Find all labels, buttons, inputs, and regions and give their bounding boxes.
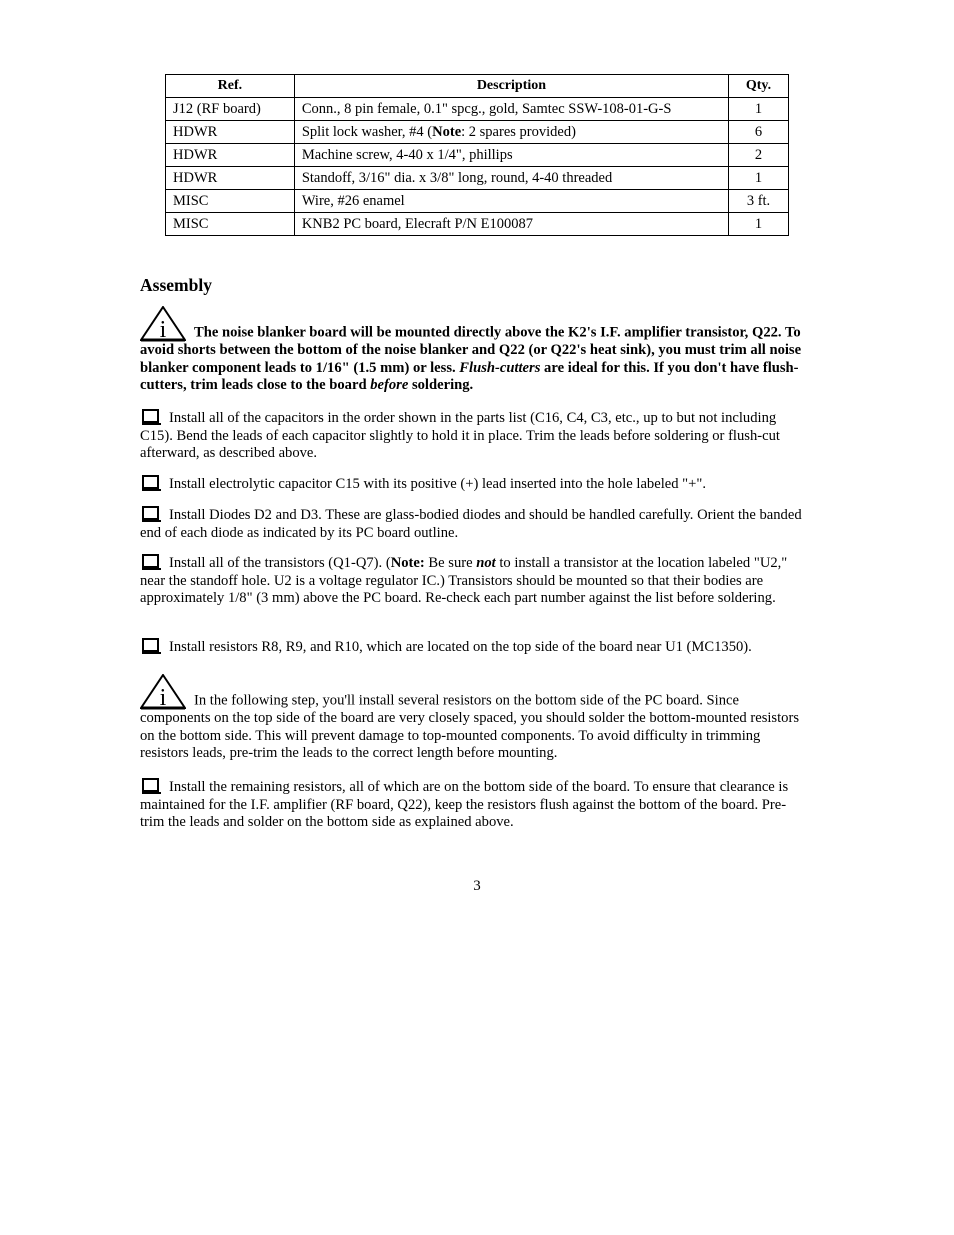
table-row [166,213,789,236]
info-note-2 [140,674,805,763]
info-icon [140,306,186,342]
description-text: : 2 spares provided) [461,124,576,140]
svg-text:i: i [159,685,167,710]
checkbox-icon[interactable] [142,475,159,489]
checkbox-icon[interactable] [142,638,159,652]
section-heading: Assembly [140,275,212,295]
cell-description: Standoff, 3/16" dia. x 3/8" long, round, 4-40 threaded [294,167,728,190]
cell-description: Wire, #26 enamel [294,190,728,213]
cell-ref: HDWR [166,167,295,190]
cell-ref: MISC [166,213,295,236]
info-note-text: In the following step, you'll install several resistors on the bottom side of the PC board. Since components on the top side of the board are very closely spaced, you should solder the bottom-mounted resistors on the bottom side. This will prevent damage to top-mounted components. To avoid difficulty in trimming resistors leads, pre-trim the leads to the correct length before mounting. [140,692,800,762]
cell-qty: 1 [729,98,789,121]
note-label: Note: [390,555,425,571]
cell-ref: HDWR [166,144,295,167]
table-header-row [166,75,789,98]
step-text: to install a transistor at the location labeled "U2," near the standoff hole. U2 is a voltage regulator IC.) Transistors should be mounted so that their bodies are approximately 1/8" (3 mm) above the PC board. Re-check each part number against the list before soldering. [140,555,788,607]
info-note-text: soldering. [408,377,474,394]
svg-text:i: i [159,317,167,342]
cell-ref: J12 (RF board) [166,98,295,121]
cell-qty: 1 [729,167,789,190]
table-row [166,167,789,190]
cell-description: Machine screw, 4-40 x 1/4", phillips [294,144,728,167]
step-transistors [140,554,805,608]
note-label: Note [432,124,462,140]
page-number: 3 [473,878,481,894]
step-resistors-bottom [140,778,805,832]
cell-description: KNB2 PC board, Elecraft P/N E100087 [294,213,728,236]
table-row [166,98,789,121]
emphasis-not: not [476,555,496,571]
step-electrolytic [140,475,805,494]
step-text: Install all of the capacitors in the order shown in the parts list (C16, C4, C3, etc., up to but not including C15). Bend the leads of each capacitor slightly to hold it in place. Trim the leads before soldering or flush-cut afterward, as described above. [140,410,780,462]
cell-qty: 1 [729,213,789,236]
step-text: Install resistors R8, R9, and R10, which are located on the top side of the board near U1 (MC1350). [169,639,752,655]
step-text: Be sure [424,555,477,571]
step-text: Install electrolytic capacitor C15 with its positive (+) lead inserted into the hole labeled "+". [169,476,706,492]
cell-description: Conn., 8 pin female, 0.1" spcg., gold, Samtec SSW-108-01-G-S [294,98,728,121]
step-resistors-top [140,638,805,657]
checkbox-icon[interactable] [142,506,159,520]
parts-table [165,74,789,236]
info-note-text: are ideal for this. If you don't have flush-cutters, trim leads close to the board [140,359,799,394]
info-note-1 [140,306,805,395]
info-note-text: The noise blanker board will be mounted directly above the K2's I.F. amplifier transistor, Q22. To avoid shorts between the bottom of the noise blanker and Q22 (or Q22's heat sink), you must trim all noise blanker component leads to 1/16" (1.5 mm) or less. [140,324,802,376]
column-header-qty: Qty. [729,75,789,98]
column-header-ref: Ref. [166,75,295,98]
step-text: Install all of the transistors (Q1-Q7). ( [169,555,391,571]
step-capacitors [140,409,805,463]
description-text: Split lock washer, #4 ( [301,124,433,140]
info-note-italic: before [370,377,409,394]
table-row [166,190,789,213]
cell-qty: 3 ft. [729,190,789,213]
checkbox-icon[interactable] [142,409,159,423]
checkbox-icon[interactable] [142,554,159,568]
table-row [166,121,789,144]
info-note-italic: Flush-cutters [459,359,541,376]
cell-qty: 2 [729,144,789,167]
cell-ref: HDWR [166,121,295,144]
step-diodes [140,506,805,542]
column-header-description: Description [294,75,728,98]
step-text: Install the remaining resistors, all of which are on the bottom side of the board. To ensure that clearance is maintained for the I.F. amplifier (RF board, Q22), keep the resistors flush against the bottom of the board. Pre-trim the leads and solder on the bottom side as explained above. [140,779,789,831]
cell-ref: MISC [166,190,295,213]
cell-description [294,121,728,144]
checkbox-icon[interactable] [142,778,159,792]
info-icon [140,674,186,710]
step-text: Install Diodes D2 and D3. These are glass-bodied diodes and should be handled carefully. Orient the banded end of each diode as indicated by its PC board outline. [140,507,802,541]
table-row [166,144,789,167]
cell-qty: 6 [729,121,789,144]
